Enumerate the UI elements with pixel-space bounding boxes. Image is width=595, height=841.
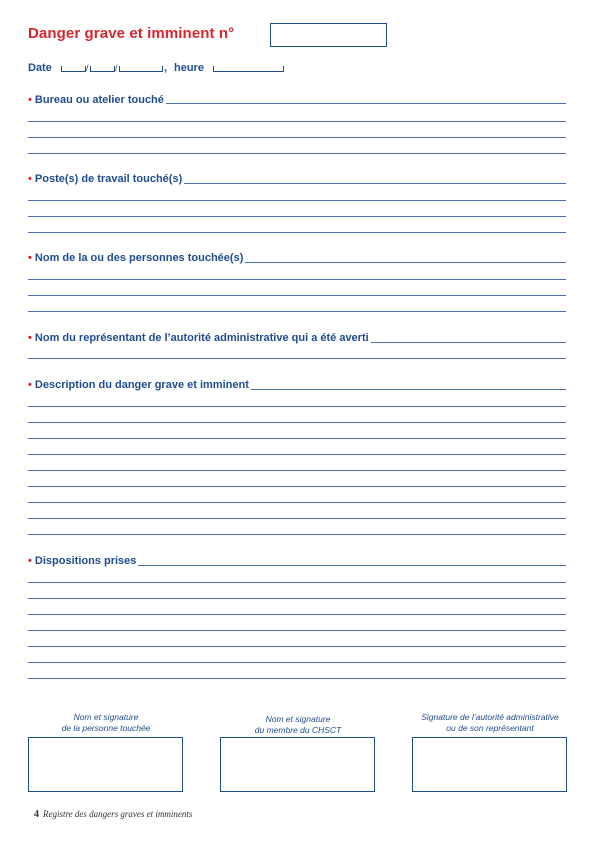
writing-line[interactable] <box>28 454 566 455</box>
writing-line[interactable] <box>28 486 566 487</box>
time-field[interactable] <box>213 66 284 72</box>
writing-line[interactable] <box>28 630 566 631</box>
date-year-field[interactable] <box>119 66 163 72</box>
signature-label-line: de la personne touchée <box>61 723 151 733</box>
signature-box-personne[interactable] <box>28 737 183 792</box>
date-day-field[interactable] <box>61 66 86 72</box>
date-separator: / <box>86 63 89 73</box>
signature-label-line: ou de son représentant <box>446 723 534 733</box>
section-title: Dispositions prises <box>34 555 137 567</box>
page-number: 4 <box>34 809 39 820</box>
form-title: Danger grave et imminent n° <box>28 25 235 42</box>
writing-line[interactable] <box>28 614 566 615</box>
bullet-icon: • <box>28 379 32 391</box>
writing-line[interactable] <box>28 232 566 233</box>
time-label: heure <box>174 62 204 74</box>
bullet-icon: • <box>28 173 32 185</box>
writing-line[interactable] <box>28 534 566 535</box>
writing-line[interactable] <box>28 438 566 439</box>
writing-line[interactable] <box>28 470 566 471</box>
writing-line[interactable] <box>28 662 566 663</box>
writing-line[interactable] <box>28 153 566 154</box>
writing-line[interactable] <box>28 216 566 217</box>
section-title: Nom de la ou des personnes touchée(s) <box>34 252 244 264</box>
signature-label-autorite <box>408 712 572 734</box>
signature-label-chsct <box>220 714 376 736</box>
signature-box-chsct[interactable] <box>220 737 375 792</box>
section-title: Bureau ou atelier touché <box>34 94 164 106</box>
writing-line[interactable] <box>28 502 566 503</box>
writing-line[interactable] <box>28 422 566 423</box>
signature-box-autorite[interactable] <box>412 737 567 792</box>
section-label-description <box>28 379 251 391</box>
writing-line[interactable] <box>28 137 566 138</box>
bullet-icon: • <box>28 555 32 567</box>
bullet-icon: • <box>28 332 32 344</box>
signature-label-line: du membre du CHSCT <box>254 725 342 735</box>
writing-line[interactable] <box>28 200 566 201</box>
writing-line[interactable] <box>28 279 566 280</box>
date-month-field[interactable] <box>90 66 115 72</box>
signature-label-personne <box>28 712 184 734</box>
date-label: Date <box>28 62 52 74</box>
section-title: Nom du représentant de l’autorité administrative qui a été averti <box>34 332 369 344</box>
section-label-personnes <box>28 252 245 264</box>
writing-line[interactable] <box>28 598 566 599</box>
date-separator: / <box>115 63 118 73</box>
section-label-poste <box>28 173 184 185</box>
signature-label-line: Nom et signature <box>73 712 139 722</box>
form-number-field[interactable] <box>270 23 387 47</box>
footer-text: Registre des dangers graves et imminents <box>43 809 193 819</box>
writing-line[interactable] <box>28 406 566 407</box>
signature-label-line: Signature de l’autorité administrative <box>421 712 559 722</box>
writing-line[interactable] <box>28 518 566 519</box>
page-footer <box>34 809 192 820</box>
writing-line[interactable] <box>28 646 566 647</box>
signature-label-line: Nom et signature <box>265 714 331 724</box>
section-label-dispositions <box>28 555 138 567</box>
section-label-bureau <box>28 94 166 106</box>
writing-line[interactable] <box>28 358 566 359</box>
bullet-icon: • <box>28 252 32 264</box>
bullet-icon: • <box>28 94 32 106</box>
section-label-representant <box>28 332 371 344</box>
writing-line[interactable] <box>28 678 566 679</box>
date-comma: , <box>164 62 168 74</box>
writing-line[interactable] <box>28 311 566 312</box>
writing-line[interactable] <box>28 582 566 583</box>
section-title: Description du danger grave et imminent <box>34 379 249 391</box>
section-title: Poste(s) de travail touché(s) <box>34 173 183 185</box>
writing-line[interactable] <box>28 121 566 122</box>
writing-line[interactable] <box>28 295 566 296</box>
